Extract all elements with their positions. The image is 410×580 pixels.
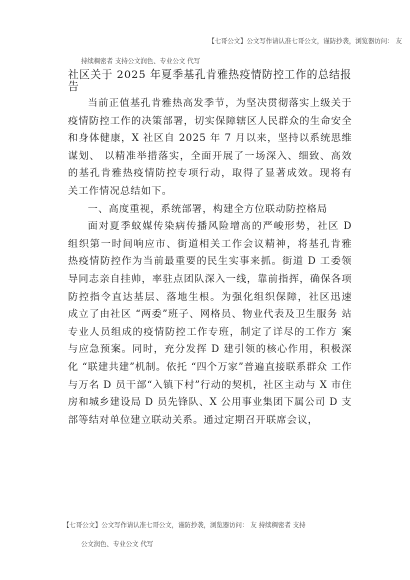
intro-paragraph: 当前正值基孔肯雅热高发季节，为坚决贯彻落实上级关于疫情防控工作的决策部署，切实保障辖区人民群众的生命安全和身体健康，X 社区自 2025 年 7 月以来，坚持以系统思维 谋划、 以精准举措落实，全面开展了一场深入、细致、高效 的基孔肯雅热疫情防控专项行动，取得了显著成效。现将有 关工作情况总结如下。 bbox=[68, 98, 352, 197]
header-watermark-line-1: 【七哥公文】公文写作请认准七哥公文，谨防抄袭，浏览器访问： 友 bbox=[208, 37, 402, 45]
section-heading-1: 一、高度重视，系统部署，构建全方位联动防控格局 bbox=[87, 203, 328, 215]
header-watermark-line-2: 持续稠密者 支持公文润色、专业公文 代写 bbox=[81, 57, 201, 65]
section-1-paragraph: 面对夏季蚊媒传染病传播风险增高的严峻形势，社区 D 组织第一时间响应市、街道相关工作会议精神，将基孔肯雅 热疫情防控作为当前最重要的民生实事来抓。街道 D 工委领 导同志亲自挂帅，率驻点团队深入一线，靠前指挥，确保各项 防控指令直达基层、落地生根。为强化组织保障，社区迅速 成立了由社区 “两委”班子、网格员、物业代表及卫生服务 站专业人员组成的疫情防控工作专班，制定了详尽的工作方 案与应急预案。同时，充分发挥 D 建引领的核心作用，积极深 化 “联建共建”机制。依托 “四个万家”普遍直接联系群众 工作与万名 D 员干部“入镇下村”行动的契机，社区主动与 X 市住房和城乡建设局 D 员先锋队、X 公用事业集团下属公司 D 支部等结对单位建立联动关系。通过定期召开联席会议， bbox=[68, 221, 352, 426]
footer-watermark-line-1: 【七哥公文】公文写作请认准七哥公文，谨防抄袭，浏览器访问： 友 持续稠密者 支持 bbox=[63, 521, 306, 529]
document-title: 社区关于 2025 年夏季基孔肯雅热疫情防控工作的总结报告 bbox=[68, 69, 352, 93]
document-body bbox=[68, 95, 352, 429]
footer-watermark-line-2: 公文润色、专业公文 代写 bbox=[81, 540, 154, 548]
